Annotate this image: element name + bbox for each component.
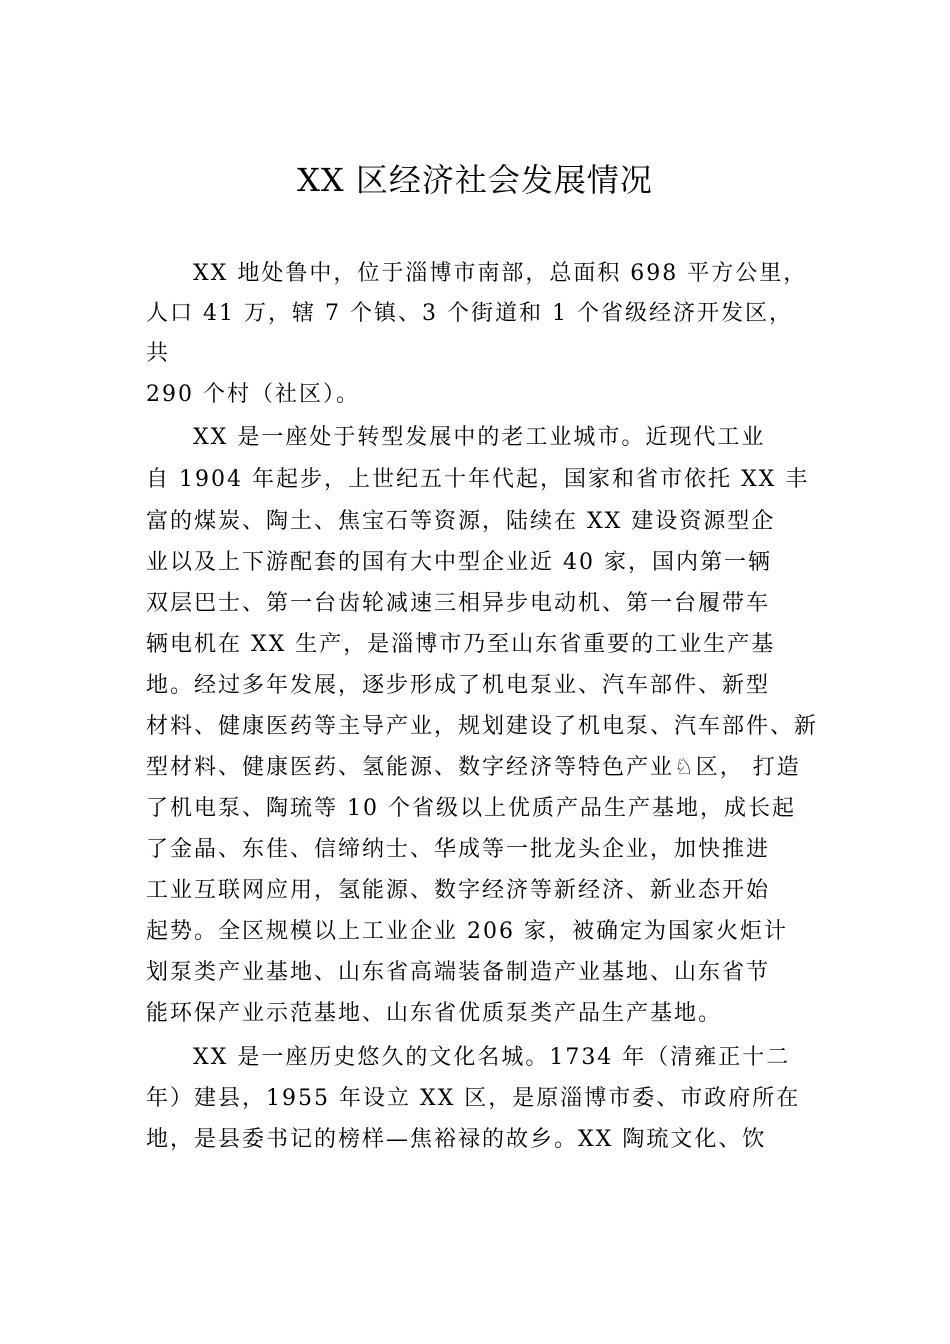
text-line: 型材料、健康医药、氢能源、数字经济等特色产业♘区， 打造 [146, 755, 801, 780]
text-line: 工业互联网应用，氢能源、数字经济等新经济、新业态开始 [146, 878, 771, 903]
text-line: 了机电泵、陶琉等 10 个省级以上优质产品生产基地，成长起 [146, 796, 796, 821]
text-line: 材料、健康医药等主导产业，规划建设了机电泵、汽车部件、新 [146, 714, 819, 739]
text-line: 290 个村（社区）。 [146, 382, 360, 407]
text-line: 业以及上下游配套的国有大中型企业近 40 家，国内第一辆 [146, 550, 772, 575]
text-line: 辆电机在 XX 生产，是淄博市乃至山东省重要的工业生产基 [146, 632, 776, 657]
text-line: 起势。全区规模以上工业企业 206 家，被确定为国家火炬计 [146, 919, 788, 944]
text-line: 双层巴士、第一台齿轮减速三相异步电动机、第一台履带车 [146, 591, 771, 616]
text-line: 划泵类产业基地、山东省高端装备制造产业基地、山东省节 [146, 960, 771, 985]
text-line: XX 是一座处于转型发展中的老工业城市。近现代工业 [193, 425, 766, 450]
document-title: XX 区经济社会发展情况 [297, 161, 653, 199]
text-line: 富的煤炭、陶土、焦宝石等资源，陆续在 XX 建设资源型企 [146, 509, 776, 534]
text-line: 共 [146, 341, 171, 366]
text-line: 年）建县，1955 年设立 XX 区，是原淄博市委、市政府所在 [146, 1086, 801, 1111]
text-line: 地，是县委书记的榜样—焦裕禄的故乡。XX 陶琉文化、饮 [146, 1127, 767, 1152]
text-line: 人口 41 万，辖 7 个镇、3 个街道和 1 个省级经济开发区， [146, 301, 793, 326]
text-line: 地。经过多年发展，逐步形成了机电泵业、汽车部件、新型 [146, 673, 771, 698]
text-line: XX 是一座历史悠久的文化名城。1734 年（清雍正十二 [193, 1045, 791, 1070]
text-line: 自 1904 年起步，上世纪五十年代起，国家和省市依托 XX 丰 [146, 467, 810, 492]
text-line: 能环保产业示范基地、山东省优质泵类产品生产基地。 [146, 1001, 723, 1026]
text-line: XX 地处鲁中，位于淄博市南部，总面积 698 平方公里， [193, 261, 808, 286]
text-line: 了金晶、东佳、信缔纳士、华成等一批龙头企业，加快推进 [146, 837, 771, 862]
